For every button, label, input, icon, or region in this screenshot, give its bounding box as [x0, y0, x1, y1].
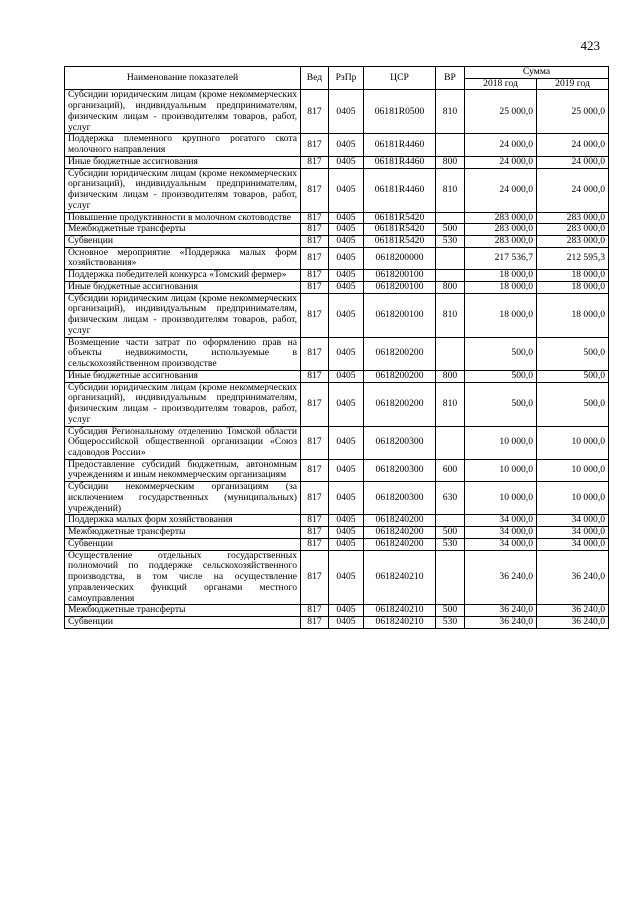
- table-row: [65, 168, 609, 212]
- row-sum-2019: 24 000,0: [537, 134, 609, 156]
- row-rzpr: 0405: [329, 281, 364, 293]
- row-vr: 800: [436, 156, 465, 168]
- row-vr: 500: [436, 527, 465, 539]
- row-ved: 817: [301, 90, 329, 134]
- row-name: Возмещение части затрат по оформлению прав на объекты недвижимости, используемые в сельскохозяйственном производстве: [65, 337, 301, 370]
- row-name: Межбюджетные трансферты: [65, 224, 301, 236]
- row-ved: 817: [301, 337, 329, 370]
- row-name: Предоставление субсидий бюджетным, автономным учреждениям и иным некоммерческим организациям: [65, 459, 301, 481]
- row-csr: 06181R5420: [364, 212, 436, 224]
- row-rzpr: 0405: [329, 212, 364, 224]
- table-row: [65, 236, 609, 248]
- row-sum-2018: 24 000,0: [465, 156, 537, 168]
- table-row: [65, 224, 609, 236]
- row-vr: 800: [436, 281, 465, 293]
- row-sum-2018: 18 000,0: [465, 281, 537, 293]
- row-vr: 600: [436, 459, 465, 481]
- row-csr: 0618200300: [364, 426, 436, 459]
- row-sum-2019: 283 000,0: [537, 212, 609, 224]
- row-csr: 0618200100: [364, 281, 436, 293]
- row-name: Субсидии юридическим лицам (кроме некоммерческих организаций), индивидуальным предпринимателям, физическим лицам - производителям товаров, работ, услуг: [65, 168, 301, 212]
- row-name: Иные бюджетные ассигнования: [65, 281, 301, 293]
- table-body: [65, 90, 609, 628]
- row-vr: 810: [436, 293, 465, 337]
- row-name: Субсидии некоммерческим организациям (за исключением государственных (муниципальных) учреждений): [65, 482, 301, 515]
- table-row: [65, 134, 609, 156]
- row-sum-2018: 24 000,0: [465, 168, 537, 212]
- row-sum-2019: 18 000,0: [537, 293, 609, 337]
- table-row: [65, 156, 609, 168]
- table-row: [65, 550, 609, 605]
- row-rzpr: 0405: [329, 168, 364, 212]
- row-sum-2019: 283 000,0: [537, 224, 609, 236]
- row-ved: 817: [301, 459, 329, 481]
- row-vr: 530: [436, 538, 465, 550]
- row-csr: 0618200300: [364, 482, 436, 515]
- row-name: Поддержка племенного крупного рогатого скота молочного направления: [65, 134, 301, 156]
- row-csr: 06181R5420: [364, 236, 436, 248]
- row-sum-2019: 36 240,0: [537, 550, 609, 605]
- row-csr: 0618200200: [364, 337, 436, 370]
- row-ved: 817: [301, 168, 329, 212]
- row-sum-2019: 36 240,0: [537, 605, 609, 617]
- row-vr: [436, 515, 465, 527]
- row-rzpr: 0405: [329, 605, 364, 617]
- row-csr: 0618200100: [364, 293, 436, 337]
- table-row: [65, 212, 609, 224]
- row-vr: 500: [436, 224, 465, 236]
- row-ved: 817: [301, 426, 329, 459]
- row-name: Иные бюджетные ассигнования: [65, 156, 301, 168]
- row-vr: [436, 550, 465, 605]
- row-ved: 817: [301, 515, 329, 527]
- row-sum-2018: 24 000,0: [465, 134, 537, 156]
- row-sum-2019: 212 595,3: [537, 247, 609, 269]
- row-sum-2019: 10 000,0: [537, 426, 609, 459]
- row-rzpr: 0405: [329, 482, 364, 515]
- row-sum-2019: 10 000,0: [537, 459, 609, 481]
- row-rzpr: 0405: [329, 224, 364, 236]
- row-name: Субсидии юридическим лицам (кроме некоммерческих организаций), индивидуальным предпринимателям, физическим лицам - производителям товаров, работ, услуг: [65, 293, 301, 337]
- table-row: [65, 382, 609, 426]
- row-sum-2019: 24 000,0: [537, 168, 609, 212]
- row-sum-2019: 500,0: [537, 370, 609, 382]
- header-sum: Сумма: [465, 67, 609, 79]
- row-sum-2018: 36 240,0: [465, 616, 537, 628]
- table-row: [65, 605, 609, 617]
- row-sum-2019: 34 000,0: [537, 538, 609, 550]
- row-rzpr: 0405: [329, 527, 364, 539]
- table-row: [65, 459, 609, 481]
- row-sum-2019: 25 000,0: [537, 90, 609, 134]
- row-rzpr: 0405: [329, 616, 364, 628]
- row-csr: 0618200000: [364, 247, 436, 269]
- row-sum-2018: 283 000,0: [465, 236, 537, 248]
- table-header: [65, 67, 609, 90]
- row-name: Основное мероприятие «Поддержка малых форм хозяйствования»: [65, 247, 301, 269]
- row-sum-2018: 283 000,0: [465, 224, 537, 236]
- row-ved: 817: [301, 247, 329, 269]
- row-csr: 0618240200: [364, 515, 436, 527]
- row-vr: 810: [436, 90, 465, 134]
- row-rzpr: 0405: [329, 134, 364, 156]
- row-vr: [436, 212, 465, 224]
- row-rzpr: 0405: [329, 270, 364, 282]
- row-sum-2019: 18 000,0: [537, 270, 609, 282]
- row-rzpr: 0405: [329, 426, 364, 459]
- row-rzpr: 0405: [329, 382, 364, 426]
- row-sum-2019: 10 000,0: [537, 482, 609, 515]
- row-vr: [436, 270, 465, 282]
- row-rzpr: 0405: [329, 515, 364, 527]
- page-number: 423: [580, 38, 600, 53]
- row-ved: 817: [301, 156, 329, 168]
- row-csr: 06181R4460: [364, 156, 436, 168]
- row-csr: 06181R5420: [364, 224, 436, 236]
- row-rzpr: 0405: [329, 538, 364, 550]
- row-sum-2019: 283 000,0: [537, 236, 609, 248]
- row-ved: 817: [301, 270, 329, 282]
- row-sum-2018: 10 000,0: [465, 426, 537, 459]
- row-name: Иные бюджетные ассигнования: [65, 370, 301, 382]
- header-2019: 2019 год: [537, 78, 609, 90]
- table-row: [65, 482, 609, 515]
- row-sum-2019: 500,0: [537, 382, 609, 426]
- row-ved: 817: [301, 382, 329, 426]
- row-name: Субсидия Региональному отделению Томской области Общероссийской общественной организации «Союз садоводов России»: [65, 426, 301, 459]
- header-2018: 2018 год: [465, 78, 537, 90]
- row-sum-2019: 18 000,0: [537, 281, 609, 293]
- row-sum-2018: 283 000,0: [465, 212, 537, 224]
- row-ved: 817: [301, 281, 329, 293]
- table-row: [65, 281, 609, 293]
- row-csr: 0618240200: [364, 527, 436, 539]
- row-sum-2018: 36 240,0: [465, 550, 537, 605]
- table-row: [65, 293, 609, 337]
- row-rzpr: 0405: [329, 156, 364, 168]
- row-sum-2018: 18 000,0: [465, 270, 537, 282]
- row-vr: 500: [436, 605, 465, 617]
- row-csr: 0618240210: [364, 616, 436, 628]
- row-vr: 630: [436, 482, 465, 515]
- table-row: [65, 527, 609, 539]
- row-ved: 817: [301, 538, 329, 550]
- row-csr: 06181R4460: [364, 134, 436, 156]
- row-vr: [436, 426, 465, 459]
- table-row: [65, 538, 609, 550]
- row-name: Повышение продуктивности в молочном скотоводстве: [65, 212, 301, 224]
- row-ved: 817: [301, 616, 329, 628]
- row-vr: [436, 247, 465, 269]
- row-sum-2018: 500,0: [465, 370, 537, 382]
- row-sum-2018: 36 240,0: [465, 605, 537, 617]
- row-name: Осуществление отдельных государственных полномочий по поддержке сельскохозяйственного производства, в том числе на осуществление управленческих функций органами местного самоуправления: [65, 550, 301, 605]
- row-vr: 810: [436, 168, 465, 212]
- row-name: Субвенции: [65, 538, 301, 550]
- table-row: [65, 90, 609, 134]
- row-csr: 0618200200: [364, 370, 436, 382]
- row-csr: 0618200100: [364, 270, 436, 282]
- row-ved: 817: [301, 550, 329, 605]
- row-sum-2018: 25 000,0: [465, 90, 537, 134]
- row-ved: 817: [301, 527, 329, 539]
- row-rzpr: 0405: [329, 247, 364, 269]
- row-ved: 817: [301, 236, 329, 248]
- header-rzpr: РзПр: [329, 67, 364, 90]
- row-rzpr: 0405: [329, 370, 364, 382]
- row-name: Субвенции: [65, 236, 301, 248]
- header-ved: Вед: [301, 67, 329, 90]
- row-sum-2018: 34 000,0: [465, 527, 537, 539]
- row-vr: 810: [436, 382, 465, 426]
- table-row: [65, 337, 609, 370]
- row-vr: 530: [436, 616, 465, 628]
- row-rzpr: 0405: [329, 90, 364, 134]
- row-name: Межбюджетные трансферты: [65, 527, 301, 539]
- row-csr: 06181R0500: [364, 90, 436, 134]
- row-vr: 530: [436, 236, 465, 248]
- table-row: [65, 370, 609, 382]
- row-csr: 06181R4460: [364, 168, 436, 212]
- row-name: Поддержка победителей конкурса «Томский фермер»: [65, 270, 301, 282]
- row-ved: 817: [301, 370, 329, 382]
- row-sum-2018: 500,0: [465, 382, 537, 426]
- row-rzpr: 0405: [329, 550, 364, 605]
- row-csr: 0618240200: [364, 538, 436, 550]
- row-name: Субвенции: [65, 616, 301, 628]
- header-vr: ВР: [436, 67, 465, 90]
- row-ved: 817: [301, 134, 329, 156]
- row-sum-2018: 34 000,0: [465, 538, 537, 550]
- row-name: Межбюджетные трансферты: [65, 605, 301, 617]
- row-vr: [436, 134, 465, 156]
- row-csr: 0618240210: [364, 550, 436, 605]
- row-vr: 800: [436, 370, 465, 382]
- table-row: [65, 616, 609, 628]
- row-sum-2019: 24 000,0: [537, 156, 609, 168]
- row-name: Поддержка малых форм хозяйствования: [65, 515, 301, 527]
- row-sum-2019: 34 000,0: [537, 515, 609, 527]
- row-rzpr: 0405: [329, 459, 364, 481]
- row-vr: [436, 337, 465, 370]
- row-rzpr: 0405: [329, 337, 364, 370]
- row-csr: 0618240210: [364, 605, 436, 617]
- row-ved: 817: [301, 212, 329, 224]
- row-sum-2019: 500,0: [537, 337, 609, 370]
- row-name: Субсидии юридическим лицам (кроме некоммерческих организаций), индивидуальным предпринимателям, физическим лицам - производителям товаров, работ, услуг: [65, 90, 301, 134]
- row-sum-2018: 500,0: [465, 337, 537, 370]
- row-sum-2018: 10 000,0: [465, 482, 537, 515]
- budget-table: [64, 66, 609, 629]
- header-name: Наименование показателей: [65, 67, 301, 90]
- table-row: [65, 515, 609, 527]
- row-ved: 817: [301, 605, 329, 617]
- row-csr: 0618200300: [364, 459, 436, 481]
- row-sum-2018: 34 000,0: [465, 515, 537, 527]
- row-ved: 817: [301, 224, 329, 236]
- row-sum-2019: 34 000,0: [537, 527, 609, 539]
- row-rzpr: 0405: [329, 293, 364, 337]
- table-row: [65, 426, 609, 459]
- row-rzpr: 0405: [329, 236, 364, 248]
- row-name: Субсидии юридическим лицам (кроме некоммерческих организаций), индивидуальным предпринимателям, физическим лицам - производителям товаров, работ, услуг: [65, 382, 301, 426]
- table-row: [65, 247, 609, 269]
- row-sum-2019: 36 240,0: [537, 616, 609, 628]
- header-csr: ЦСР: [364, 67, 436, 90]
- row-csr: 0618200200: [364, 382, 436, 426]
- row-sum-2018: 18 000,0: [465, 293, 537, 337]
- table-row: [65, 270, 609, 282]
- row-ved: 817: [301, 482, 329, 515]
- row-sum-2018: 217 536,7: [465, 247, 537, 269]
- row-ved: 817: [301, 293, 329, 337]
- row-sum-2018: 10 000,0: [465, 459, 537, 481]
